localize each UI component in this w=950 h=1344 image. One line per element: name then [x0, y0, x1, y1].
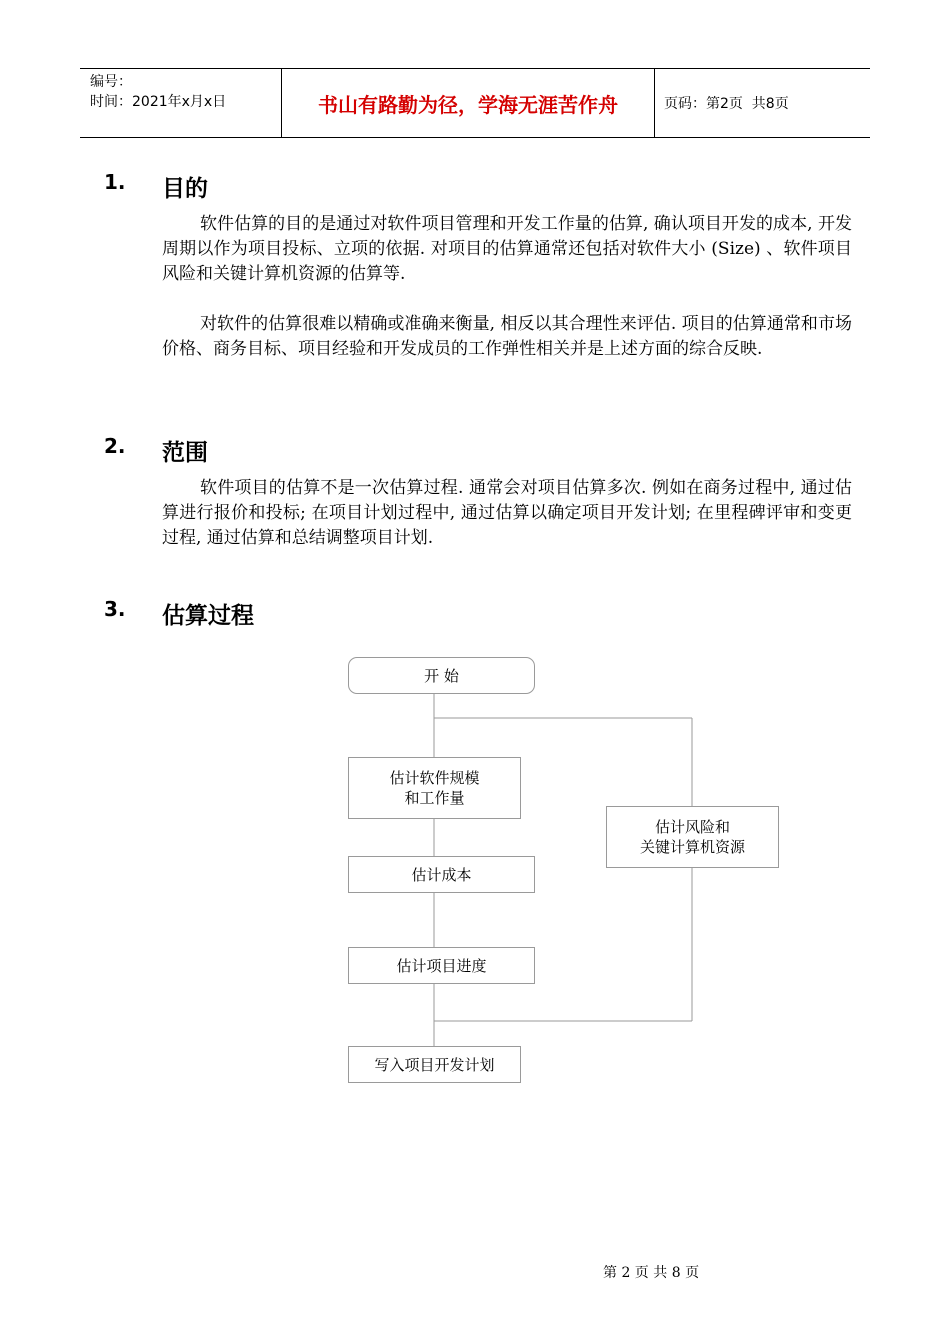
footer-page-number: 第 2 页 共 8 页 — [603, 1265, 700, 1281]
section-title: 估算过程 — [162, 603, 254, 629]
flow-write-plan: 写入项目开发计划 — [348, 1046, 521, 1083]
section-2-paragraph-1: 软件项目的估算不是一次估算过程. 通常会对项目估算多次. 例如在商务过程中, 通过估算进行报价和投标; 在项目计划过程中, 通过估算以确定项目开发计划; 在里程碑评审和变更过程, 通过估算和总结调整项目计划. — [162, 478, 852, 548]
header-motto: 书山有路勤为径，学海无涯苦作舟 — [281, 69, 655, 137]
flow-start: 开 始 — [348, 657, 535, 694]
section-title: 目的 — [162, 176, 208, 202]
document-header — [80, 68, 870, 138]
section-heading-3 — [104, 597, 254, 630]
flow-estimate-schedule: 估计项目进度 — [348, 947, 535, 984]
flow-estimate-risk-resources: 估计风险和 关键计算机资源 — [606, 806, 779, 868]
page-footer — [0, 1246, 950, 1281]
section-heading-1 — [104, 170, 208, 203]
code-label: 编号： — [90, 74, 132, 90]
header-meta — [80, 69, 282, 137]
flow-estimate-cost: 估计成本 — [348, 856, 535, 893]
header-page-info — [655, 69, 870, 137]
time-label: 时间：2021年x月x日 — [90, 94, 227, 110]
section-title: 范围 — [162, 440, 208, 466]
section-number: 1. — [104, 170, 126, 194]
page-info-text: 页码：第2页 共8页 — [664, 96, 789, 112]
section-1-paragraph-2: 对软件的估算很难以精确或准确来衡量, 相反以其合理性来评估. 项目的估算通常和市场价格、商务目标、项目经验和开发成员的工作弹性相关并是上述方面的综合反映. — [162, 314, 852, 359]
section-heading-2 — [104, 434, 208, 467]
section-number: 3. — [104, 597, 126, 621]
section-1-paragraph-1: 软件估算的目的是通过对软件项目管理和开发工作量的估算, 确认项目开发的成本, 开发周期以作为项目投标、立项的依据. 对项目的估算通常还包括对软件大小 (Size) 、软件项目风险和关键计算机资源的估算等. — [162, 214, 852, 284]
section-number: 2. — [104, 434, 126, 458]
flow-estimate-size-effort: 估计软件规模 和工作量 — [348, 757, 521, 819]
